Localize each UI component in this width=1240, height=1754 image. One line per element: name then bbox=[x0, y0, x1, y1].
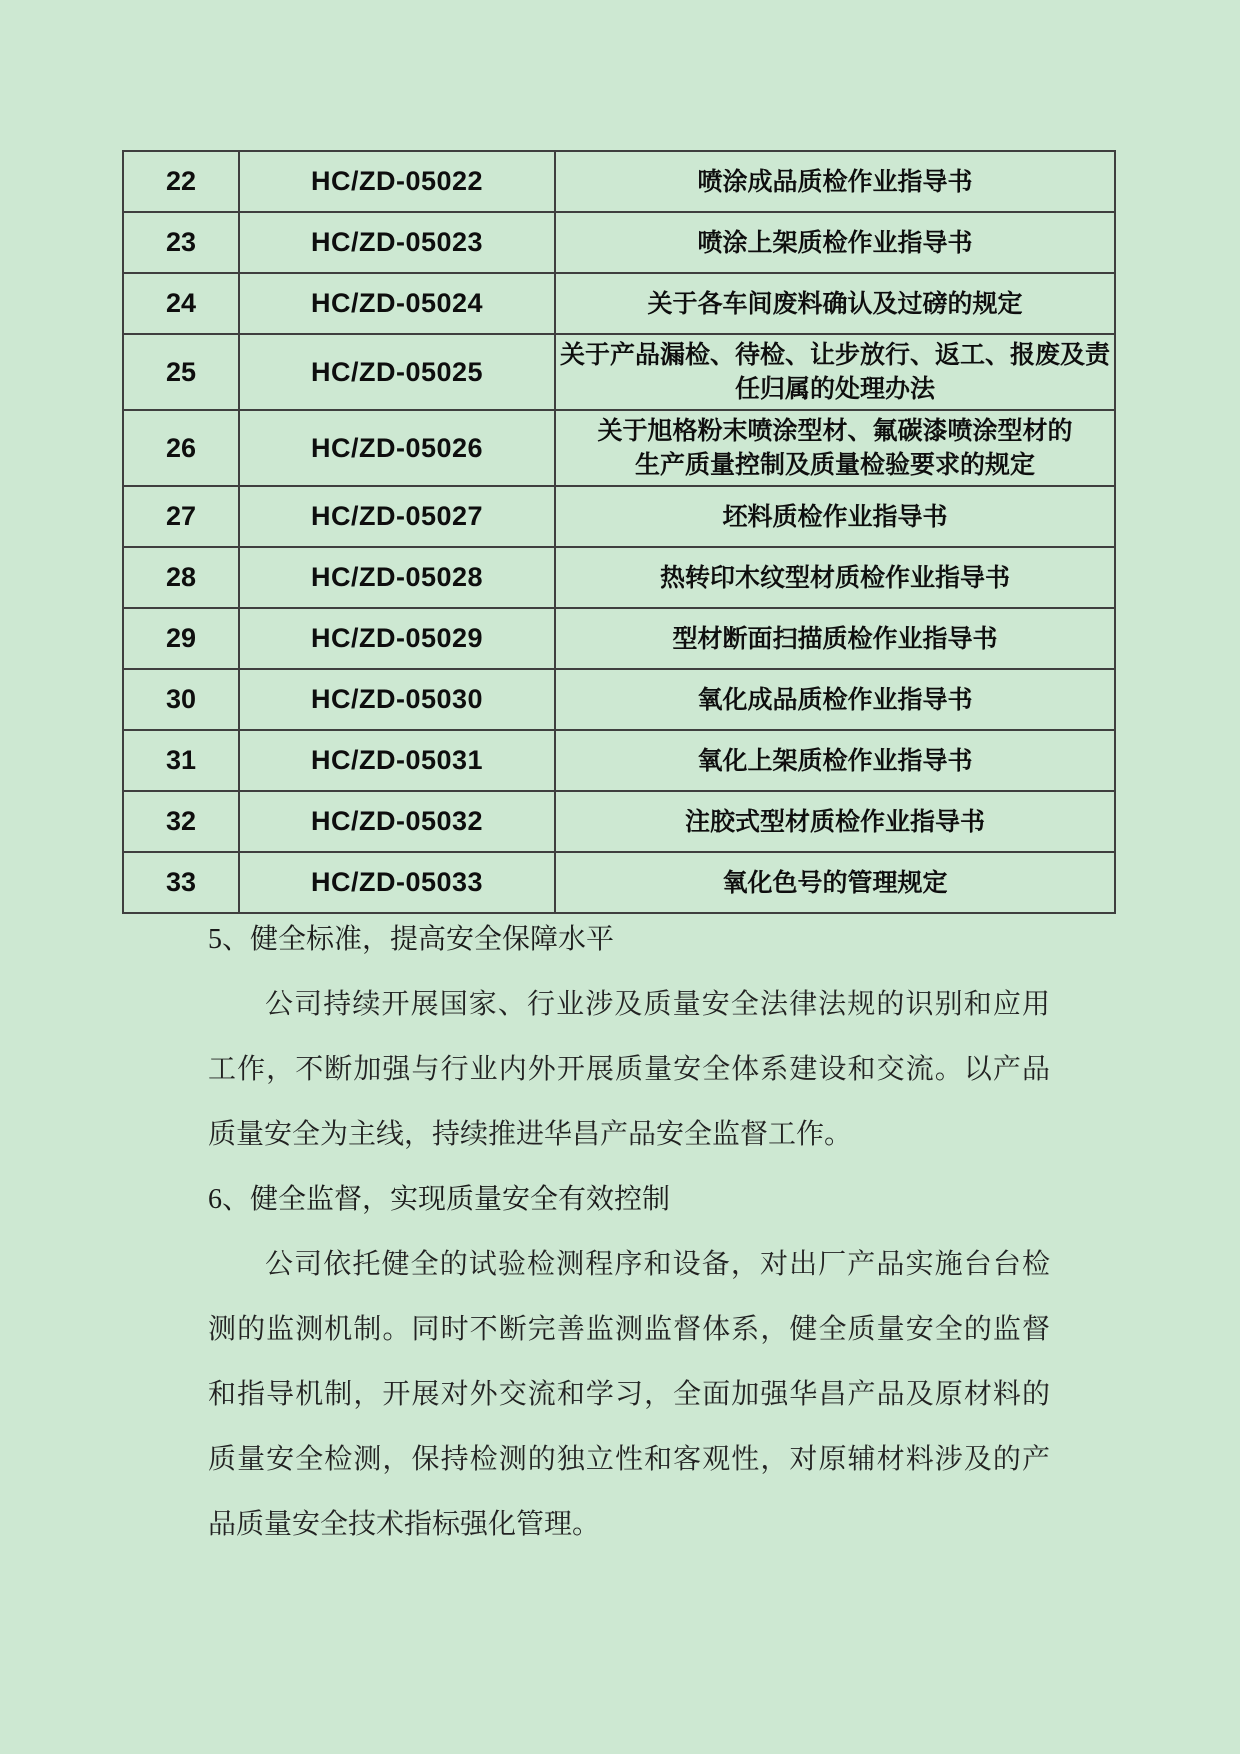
paragraph-line: 和指导机制，开展对外交流和学习，全面加强华昌产品及原材料的 bbox=[208, 1379, 1050, 1410]
table-row bbox=[123, 852, 1115, 913]
row-number-cell: 29 bbox=[123, 608, 239, 669]
document-code-cell: HC/ZD-05030 bbox=[239, 669, 555, 730]
row-number-cell: 24 bbox=[123, 273, 239, 334]
table-row bbox=[123, 547, 1115, 608]
document-code-cell: HC/ZD-05026 bbox=[239, 410, 555, 486]
paragraph-line: 质量安全检测，保持检测的独立性和客观性，对原辅材料涉及的产 bbox=[208, 1444, 1050, 1475]
document-title-line: 热转印木纹型材质检作业指导书 bbox=[659, 563, 1010, 592]
table-row bbox=[123, 791, 1115, 852]
table-row bbox=[123, 486, 1115, 547]
document-title-cell bbox=[555, 608, 1115, 669]
document-title-line: 坯料质检作业指导书 bbox=[722, 502, 948, 531]
table-row bbox=[123, 151, 1115, 212]
document-title-line: 氧化上架质检作业指导书 bbox=[697, 746, 973, 775]
document-code-cell: HC/ZD-05027 bbox=[239, 486, 555, 547]
document-title-line: 关于旭格粉末喷涂型材、氟碳漆喷涂型材的 bbox=[597, 417, 1073, 445]
paragraph-line: 工作，不断加强与行业内外开展质量安全体系建设和交流。以产品 bbox=[208, 1054, 1050, 1085]
document-title-cell bbox=[555, 273, 1115, 334]
row-number-cell: 30 bbox=[123, 669, 239, 730]
document-title-cell bbox=[555, 334, 1115, 410]
table-row bbox=[123, 669, 1115, 730]
row-number-cell: 31 bbox=[123, 730, 239, 791]
document-table bbox=[122, 150, 1116, 914]
paragraph-line: 公司依托健全的试验检测程序和设备，对出厂产品实施台台检 bbox=[265, 1249, 1050, 1280]
row-number-cell: 32 bbox=[123, 791, 239, 852]
section-heading: 6、健全监督，实现质量安全有效控制 bbox=[208, 1184, 671, 1215]
document-title-line: 关于产品漏检、待检、让步放行、返工、报废及责 bbox=[559, 341, 1110, 369]
document-title-cell bbox=[555, 151, 1115, 212]
document-title-line: 任归属的处理办法 bbox=[734, 375, 935, 403]
document-code-cell: HC/ZD-05032 bbox=[239, 791, 555, 852]
paragraph-line: 测的监测机制。同时不断完善监测监督体系，健全质量安全的监督 bbox=[208, 1314, 1050, 1345]
row-number-cell: 25 bbox=[123, 334, 239, 410]
paragraph-line: 质量安全为主线，持续推进华昌产品安全监督工作。 bbox=[208, 1119, 853, 1150]
section-heading: 5、健全标准，提高安全保障水平 bbox=[208, 924, 615, 955]
document-title-line: 注胶式型材质检作业指导书 bbox=[684, 807, 985, 836]
document-title-line: 氧化成品质检作业指导书 bbox=[697, 685, 973, 714]
row-number-cell: 33 bbox=[123, 852, 239, 913]
document-title-line: 生产质量控制及质量检验要求的规定 bbox=[634, 451, 1035, 479]
table-row bbox=[123, 608, 1115, 669]
table-row bbox=[123, 730, 1115, 791]
paragraph-line: 公司持续开展国家、行业涉及质量安全法律法规的识别和应用 bbox=[265, 989, 1050, 1020]
document-title-cell bbox=[555, 486, 1115, 547]
document-table-body bbox=[123, 151, 1115, 913]
body-text bbox=[208, 907, 1050, 1557]
document-title-cell bbox=[555, 410, 1115, 486]
document-title-cell bbox=[555, 547, 1115, 608]
table-row bbox=[123, 410, 1115, 486]
row-number-cell: 26 bbox=[123, 410, 239, 486]
document-title-cell bbox=[555, 791, 1115, 852]
document-title-line: 关于各车间废料确认及过磅的规定 bbox=[647, 289, 1023, 318]
row-number-cell: 23 bbox=[123, 212, 239, 273]
document-code-cell: HC/ZD-05024 bbox=[239, 273, 555, 334]
document-code-cell: HC/ZD-05028 bbox=[239, 547, 555, 608]
document-title-line: 氧化色号的管理规定 bbox=[722, 868, 948, 897]
document-code-cell: HC/ZD-05022 bbox=[239, 151, 555, 212]
document-title-cell bbox=[555, 669, 1115, 730]
document-code-cell: HC/ZD-05033 bbox=[239, 852, 555, 913]
table-row bbox=[123, 334, 1115, 410]
document-title-line: 型材断面扫描质检作业指导书 bbox=[672, 624, 998, 653]
document-title-line: 喷涂成品质检作业指导书 bbox=[697, 167, 973, 196]
row-number-cell: 27 bbox=[123, 486, 239, 547]
document-code-cell: HC/ZD-05029 bbox=[239, 608, 555, 669]
paragraph-line: 品质量安全技术指标强化管理。 bbox=[208, 1509, 601, 1540]
row-number-cell: 22 bbox=[123, 151, 239, 212]
table-row bbox=[123, 212, 1115, 273]
table-row bbox=[123, 273, 1115, 334]
document-title-cell bbox=[555, 852, 1115, 913]
row-number-cell: 28 bbox=[123, 547, 239, 608]
document-code-cell: HC/ZD-05031 bbox=[239, 730, 555, 791]
document-title-cell bbox=[555, 212, 1115, 273]
document-title-line: 喷涂上架质检作业指导书 bbox=[697, 228, 973, 257]
document-code-cell: HC/ZD-05023 bbox=[239, 212, 555, 273]
document-title-cell bbox=[555, 730, 1115, 791]
document-code-cell: HC/ZD-05025 bbox=[239, 334, 555, 410]
